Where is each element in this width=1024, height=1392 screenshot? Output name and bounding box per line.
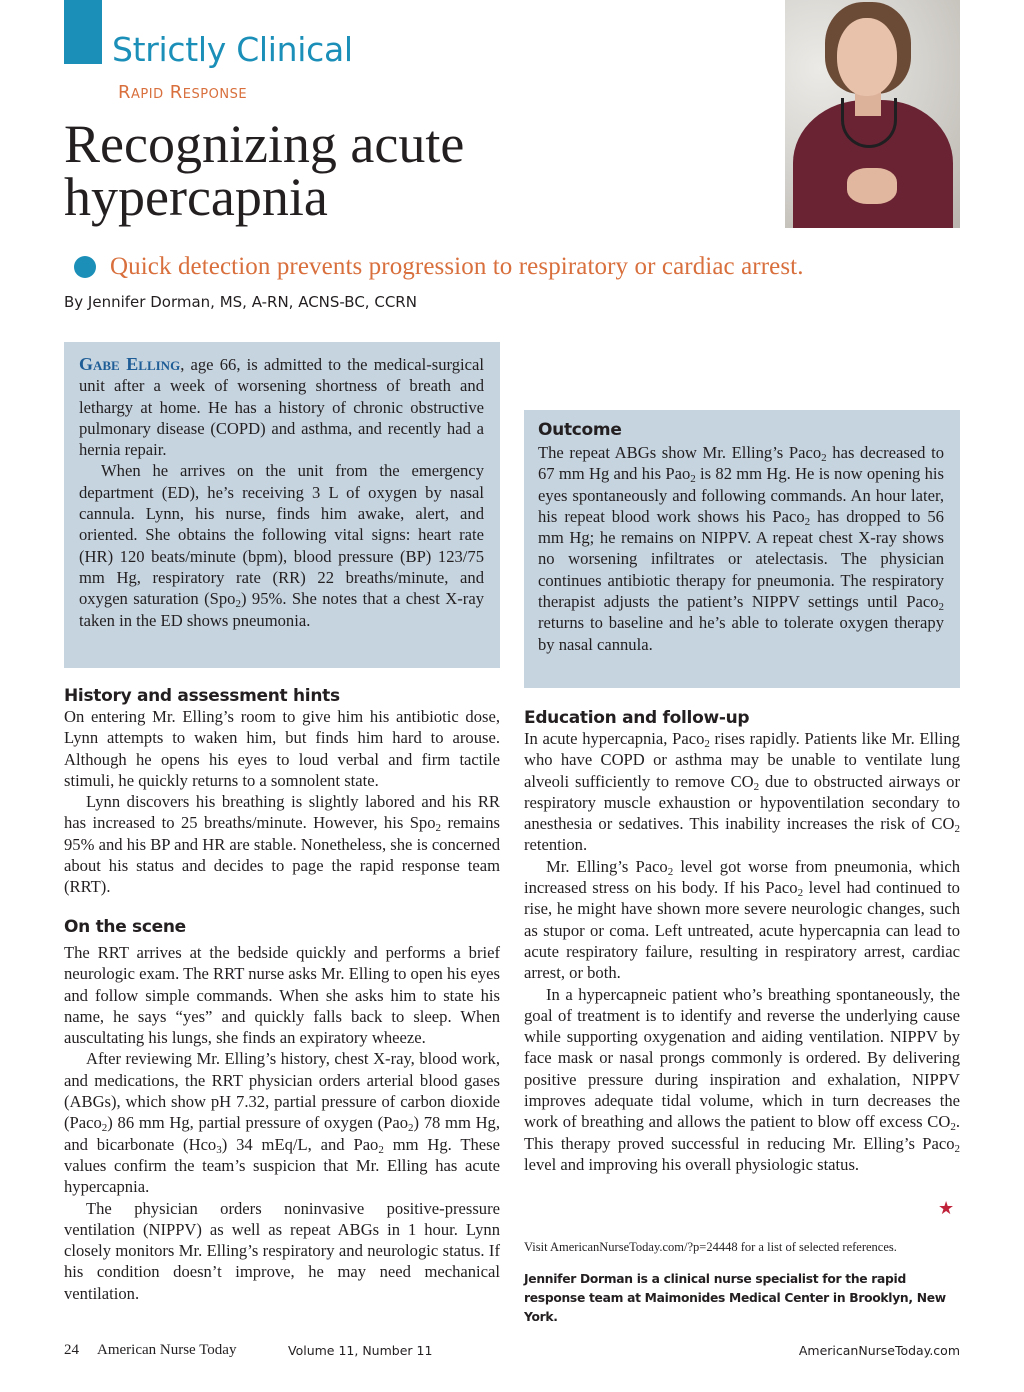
outcome-heading: Outcome xyxy=(538,420,622,440)
case-box xyxy=(64,342,500,668)
title-line-1: Recognizing acute xyxy=(64,114,465,174)
title-line-2: hypercapnia xyxy=(64,167,328,227)
outcome-paragraph: The repeat ABGs show Mr. Elling’s Paco$_2$ has decreased to 67 mm Hg and his Pao$_2$ is 82 mm Hg. He is now opening his eyes spontaneously and following commands. An hour later, his repeat blood work shows his Paco$_2$ has dropped to 56 mm Hg; he remains on NIPPV. A repeat chest X-ray shows no worsening infiltrates or atelectasis. The physician continues antibiotic therapy for pneumonia. The respiratory therapist adjusts the patient’s NIPPV settings until Paco$_2$ returns to baseline and he’s able to tolerate oxygen therapy by nasal cannula. xyxy=(538,443,944,654)
history-paragraph-2: Lynn discovers his breathing is slightly labored and his RR has increased to 25 breaths/minute. However, his Spo$_2$ remains 95% and his BP and HR are stable. Nonetheless, she is concerned about his status and decides to page the rapid response team (RRT). xyxy=(64,792,500,897)
scene-paragraph-3: The physician orders noninvasive positive-pressure ventilation (NIPPV) as well as repeat ABGs in 1 hour. Lynn closely monitors Mr. Elling’s respiratory and neurologic status. If his condition doesn’t improve, he may need mechanical ventilation. xyxy=(64,1198,500,1303)
section-name: Strictly Clinical xyxy=(112,30,353,69)
scene-section xyxy=(64,917,500,1304)
education-paragraph-3: In a hypercapneic patient who’s breathing spontaneously, the goal of treatment is to identify and reverse the underlying cause while supporting oxygenation and aiding ventilation. NIPPV by face mask or nasal prongs commonly is ordered. By delivering positive pressure during inspiration and exhalation, NIPPV improves adequate tidal volume, which in turn decreases the work of breathing and allows the patient to blow off excess $CO_2$. This therapy proved successful in reducing Mr. Elling’s Paco$_2$ level and improving his overall physiologic status. xyxy=(524,984,960,1174)
history-heading: History and assessment hints xyxy=(64,686,340,706)
education-section xyxy=(524,708,960,1175)
page-title xyxy=(64,114,465,227)
education-heading: Education and follow-up xyxy=(524,708,750,728)
nurse-photo xyxy=(785,0,960,228)
outcome-box xyxy=(524,410,960,688)
education-paragraph-2: Mr. Elling’s Paco$_2$ level got worse from pneumonia, which increased stress on his body. If his Paco$_2$ level had continued to rise, he might have shown more severe neurologic changes, such as stupor or coma. Left untreated, acute hypercapnia can lead to acute respiratory failure, resulting in respiratory arrest, cardiac arrest, or both. xyxy=(524,856,960,983)
page-number: 24 xyxy=(64,1342,79,1358)
scene-heading: On the scene xyxy=(64,917,186,937)
education-paragraph-1: In acute hypercapnia, Paco$_2$ rises rapidly. Patients like Mr. Elling who have COPD or asthma may be unable to ventilate lung alveoli sufficiently to remove $CO_2$ due to obstructed airways or respiratory muscle exhaustion or hypoventilation secondary to anesthesia or sedatives. This inability increases the risk of $CO_2$ retention. xyxy=(524,729,960,855)
history-section xyxy=(64,686,500,898)
references-note: Visit AmericanNurseToday.com/?p=24448 for a list of selected references. xyxy=(524,1240,897,1254)
website-link[interactable]: AmericanNurseToday.com xyxy=(798,1343,960,1358)
department-label: Rapid Response xyxy=(118,82,248,103)
dot-icon xyxy=(74,256,96,278)
history-paragraph-1: On entering Mr. Elling’s room to give him his antibiotic dose, Lynn attempts to waken him, but finds him hard to arouse. Although he opens his eyes to loud verbal and firm tactile stimuli, he quickly returns to a somnolent state. xyxy=(64,707,500,790)
publication-name: American Nurse Today xyxy=(97,1342,237,1358)
volume-info: Volume 11, Number 11 xyxy=(288,1343,433,1358)
section-color-bar xyxy=(64,0,102,64)
scene-paragraph-2: After reviewing Mr. Elling’s history, chest X-ray, blood work, and medications, the RRT physician orders arterial blood gases (ABGs), which show pH 7.32, partial pressure of carbon dioxide (Paco$_2$) 86 mm Hg, partial pressure of oxygen (Pao$_2$) 78 mm Hg, and bicarbonate (Hco$_3$) 34 mEq/L, and Pao$_2$ mm Hg. These values confirm the team’s suspicion that Mr. Elling has acute hypercapnia. xyxy=(64,1049,500,1197)
byline: By Jennifer Dorman, MS, A-RN, ACNS-BC, CCRN xyxy=(64,293,417,311)
case-paragraph-2: When he arrives on the unit from the emergency department (ED), he’s receiving 3 L of oxygen by nasal cannula. Lynn, his nurse, finds him awake, alert, and oriented. She obtains the following vital signs: heart rate (HR) 120 beats/minute (bpm), blood pressure (BP) 123/75 mm Hg, respiratory rate (RR) 22 breaths/minute, and oxygen saturation (Spo$_2$) 95%. She notes that a chest X-ray taken in the ED shows pneumonia. xyxy=(79,461,484,630)
patient-name: Gabe Elling xyxy=(79,354,181,374)
case-paragraph-1: Gabe Elling, age 66, is admitted to the medical-surgical unit after a week of worsening shortness of breath and lethargy at home. He has a history of chronic obstructive pulmonary disease (COPD) and asthma, and recently had a hernia repair. xyxy=(79,354,485,460)
scene-paragraph-1: The RRT arrives at the bedside quickly and performs a brief neurologic exam. The RRT nurse asks Mr. Elling to open his eyes and follow simple commands. When she asks him to state his name, he says “yes” and quickly falls back to sleep. When auscultating his lungs, she finds an expiratory wheeze. xyxy=(64,943,500,1048)
author-bio: Jennifer Dorman is a clinical nurse specialist for the rapid response team at Maimonides Medical Center in Brooklyn, New York. xyxy=(524,1272,946,1324)
deck-subtitle: Quick detection prevents progression to respiratory or cardiac arrest. xyxy=(110,253,804,280)
star-icon: ★ xyxy=(938,1198,955,1219)
